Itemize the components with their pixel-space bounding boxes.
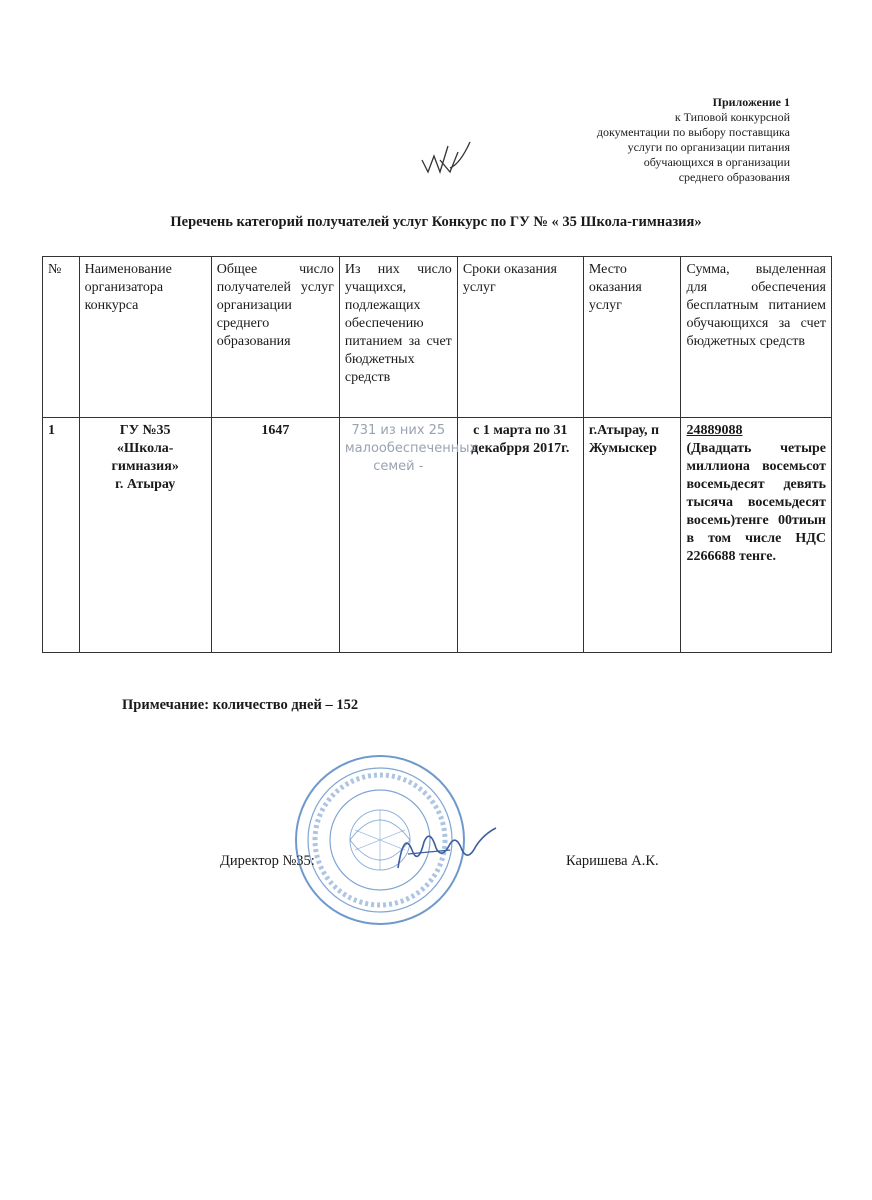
appendix-line: Приложение 1 <box>712 95 790 109</box>
cell-organizer <box>79 418 211 653</box>
header-cell-organizer: Наименование организатора конкурса <box>79 257 211 418</box>
header-cell-num: № <box>43 257 80 418</box>
page-title: Перечень категорий получателей услуг Конкурс по ГУ № « 35 Школа-гимназия» <box>170 214 702 230</box>
header-cell-budget-students: Из них число учащихся, подлежащих обеспечению питанием за счет бюджетных средств <box>339 257 457 418</box>
organizer-line: ГУ №35 <box>119 423 171 438</box>
recipients-table <box>42 256 832 653</box>
appendix-line: среднего образования <box>678 170 790 184</box>
appendix-line: к Типовой конкурсной <box>674 110 790 124</box>
sum-amount: 24889088 <box>686 423 743 438</box>
organizer-line: г. Атырау <box>115 477 176 492</box>
header-cell-total: Общее число получателей услуг организации среднего образования <box>211 257 339 418</box>
header-cell-period: Сроки оказания услуг <box>457 257 583 418</box>
appendix-line: документации по выбору поставщика <box>596 125 790 139</box>
signature-icon <box>390 820 500 880</box>
table-row <box>43 418 832 653</box>
handwritten-initials-icon <box>420 138 472 178</box>
director-name: Каришева А.К. <box>566 853 659 869</box>
cell-period: с 1 марта по 31 декабрря 2017г. <box>457 418 583 653</box>
appendix-header <box>540 95 790 185</box>
cell-place: г.Атырау, п Жумыскер <box>583 418 681 653</box>
cell-sum <box>681 418 832 653</box>
appendix-line: обучающихся в организации <box>643 155 790 169</box>
director-label: Директор №35: <box>220 853 315 869</box>
table-header-row <box>43 257 832 418</box>
sum-words: (Двадцать четыре миллиона восемьсот восемьдесят девять тысяча восемьдесят восемь)тенге 00тиын в том числе НДС 2266688 тенге. <box>686 441 826 564</box>
header-cell-place: Место оказания услуг <box>583 257 681 418</box>
note-days: Примечание: количество дней – 152 <box>122 697 359 713</box>
cell-total: 1647 <box>211 418 339 653</box>
cell-budget-students: 731 из них 25 малообеспеченных семей - <box>339 418 457 653</box>
cell-num: 1 <box>43 418 80 653</box>
organizer-line: «Школа-гимназия» <box>111 441 179 474</box>
header-cell-sum: Сумма, выделенная для обеспечения бесплатным питанием обучающихся за счет бюджетных средств <box>681 257 832 418</box>
appendix-line: услуги по организации питания <box>627 140 790 154</box>
